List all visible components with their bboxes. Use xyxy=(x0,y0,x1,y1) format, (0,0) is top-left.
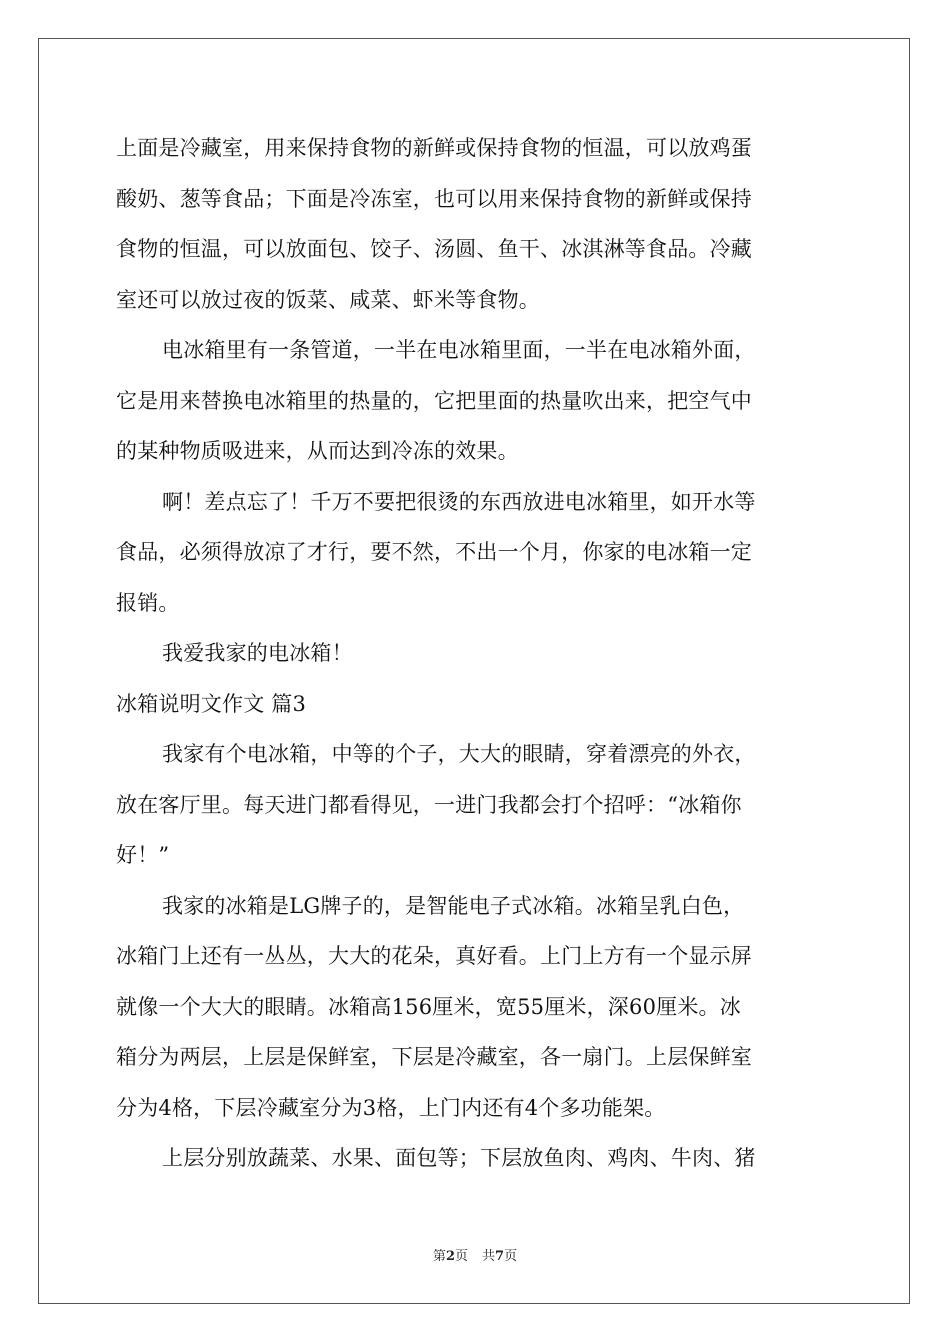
text-line: 报销。 xyxy=(116,590,180,615)
text-line: 酸奶、葱等食品；下面是冷冻室，也可以用来保持食物的新鲜或保持 xyxy=(116,186,752,211)
text-line: 箱分为两层，上层是保鲜室，下层是冷藏室，各一扇门。上层保鲜室 xyxy=(116,1045,752,1069)
text-line: 的某种物质吸进来，从而达到冷冻的效果。 xyxy=(116,439,519,463)
footer-prefix: 第 xyxy=(432,1249,446,1264)
footer-page-suffix: 页 xyxy=(454,1249,468,1264)
text-line: 电冰箱里有一条管道，一半在电冰箱里面，一半在电冰箱外面， xyxy=(162,338,756,362)
text-line: 它是用来替换电冰箱里的热量的，它把里面的热量吹出来，把空气中 xyxy=(116,388,752,413)
text-line: 放在客厅里。每天进门都看得见，一进门我都会打个招呼：“冰箱你 xyxy=(116,792,742,817)
text-line: 我家的冰箱是LG牌子的，是智能电子式冰箱。冰箱呈乳白色， xyxy=(162,893,745,918)
text-line: 分为4格，下层冷藏室分为3格，上门内还有4个多功能架。 xyxy=(116,1095,666,1120)
text-line: 我爱我家的电冰箱！ xyxy=(162,641,353,665)
text-line: 食品，必须得放凉了才行，要不然，不出一个月，你家的电冰箱一定 xyxy=(116,540,752,564)
footer-page-number: 2 xyxy=(445,1249,455,1264)
footer-total-suffix: 页 xyxy=(504,1249,518,1264)
footer-total-prefix: 共 xyxy=(482,1249,496,1264)
text-line: 冰箱门上还有一丛丛，大大的花朵，真好看。上门上方有一个显示屏 xyxy=(116,944,752,968)
text-line: 上层分别放蔬菜、水果、面包等；下层放鱼肉、鸡肉、牛肉、猪 xyxy=(162,1146,756,1170)
text-line: 就像一个大大的眼睛。冰箱高156厘米，宽55厘米，深60厘米。冰 xyxy=(116,994,741,1019)
text-line: 室还可以放过夜的饭菜、咸菜、虾米等食物。 xyxy=(116,287,540,312)
text-line: 冰箱说明文作文 篇3 xyxy=(116,691,307,716)
footer-total-pages: 7 xyxy=(495,1249,505,1264)
page-footer xyxy=(0,1245,950,1264)
text-line: 好！” xyxy=(116,843,170,867)
text-line: 上面是冷藏室，用来保持食物的新鲜或保持食物的恒温，可以放鸡蛋 xyxy=(116,136,752,160)
text-line: 啊！差点忘了！千万不要把很烫的东西放进电冰箱里，如开水等 xyxy=(162,489,756,514)
text-line: 食物的恒温，可以放面包、饺子、汤圆、鱼干、冰淇淋等食品。冷藏 xyxy=(116,237,752,261)
document-body xyxy=(116,123,832,1184)
text-line: 我家有个电冰箱，中等的个子，大大的眼睛，穿着漂亮的外衣， xyxy=(162,742,756,766)
